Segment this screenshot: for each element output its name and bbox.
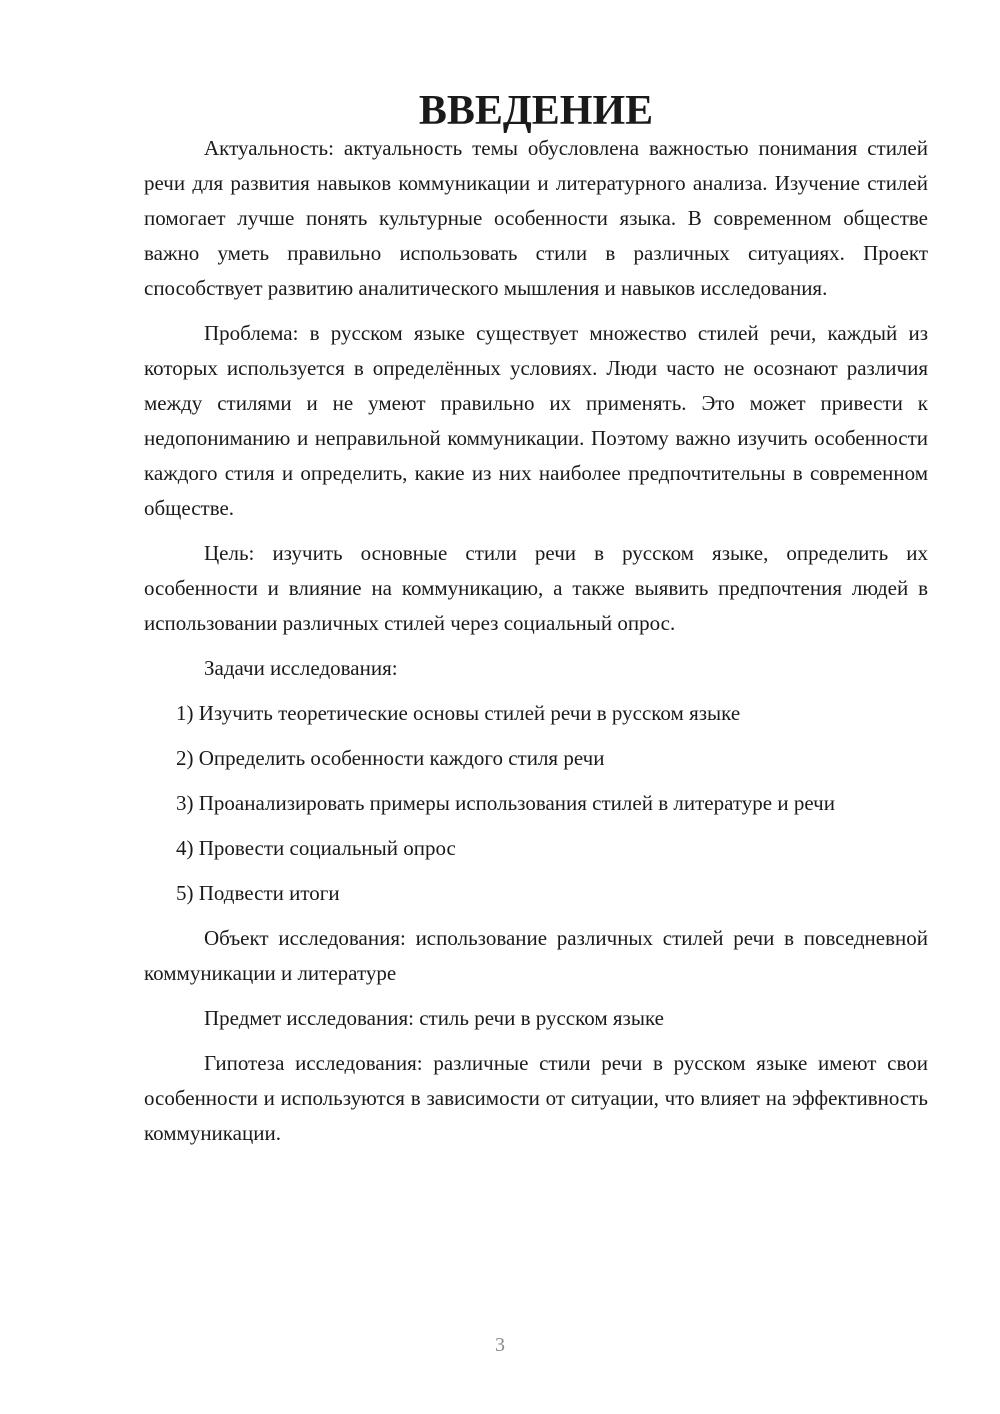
goal-paragraph: Цель: изучить основные стили речи в русском языке, определить их особенности и влияние на коммуникацию, а также выявить предпочтения людей в использовании различных стилей через социальный опрос. [144,541,928,635]
problem-paragraph: Проблема: в русском языке существует множество стилей речи, каждый из которых используется в определённых условиях. Люди часто не осознают различия между стилями и не умеют правильно их применять. Это может привести к недопониманию и неправильной коммуникации. Поэтому важно изучить особенности каждого стиля и определить, какие из них наиболее предпочтительны в современном обществе. [144,321,928,520]
relevance-paragraph: Актуальность: актуальность темы обусловлена важностью понимания стилей речи для развития навыков коммуникации и литературного анализа. Изучение стилей помогает лучше понять культурные особенности языка. В современном обществе важно уметь правильно использовать стили в различных ситуациях. Проект способствует развитию аналитического мышления и навыков исследования. [144,136,928,300]
subject-paragraph: Предмет исследования: стиль речи в русском языке [204,1006,664,1030]
page-number: 3 [495,1334,505,1356]
task-item-1: 1) Изучить теоретические основы стилей речи в русском языке [176,701,741,725]
page-body [144,88,928,1161]
section-heading: ВВЕДЕНИЕ [418,88,654,134]
task-item-5: 5) Подвести итоги [176,881,340,905]
task-item-2: 2) Определить особенности каждого стиля речи [176,746,605,770]
tasks-intro: Задачи исследования: [204,656,398,680]
task-item-3: 3) Проанализировать примеры использования стилей в литературе и речи [176,791,835,815]
task-item-4: 4) Провести социальный опрос [176,836,456,860]
object-paragraph: Объект исследования: использование различных стилей речи в повседневной коммуникации и литературе [144,926,928,985]
hypothesis-paragraph: Гипотеза исследования: различные стили речи в русском языке имеют свои особенности и используются в зависимости от ситуации, что влияет на эффективность коммуникации. [144,1051,928,1145]
